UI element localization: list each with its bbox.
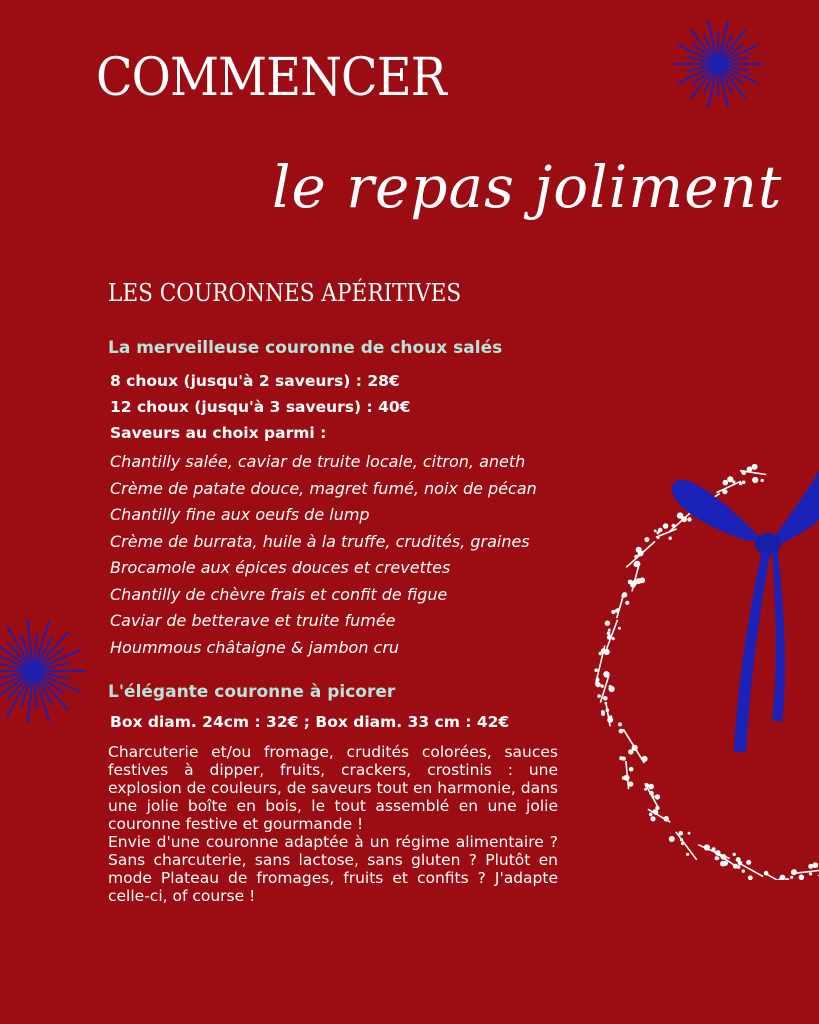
description-paragraph: Charcuterie et/ou fromage, crudités colorées, sauces festives à dipper, fruits, crackers, crostinis : une explosion de couleurs, de saveurs tout en harmonie, dans une jolie boîte en bois, le tout assemblé en une jolie couronne festive et gourmande ! [108,743,558,833]
item-title-choux: La merveilleuse couronne de choux salés [108,338,503,358]
page-title: COMMENCER [96,48,446,108]
flavor-item: Crème de burrata, huile à la truffe, crudités, graines [110,531,530,551]
ribbon-bow-icon [672,470,819,752]
item-description [108,743,558,905]
price-line: Box diam. 24cm : 32€ ; Box diam. 33 cm : 42€ [110,713,510,731]
flavor-item: Chantilly salée, caviar de truite locale, citron, aneth [110,452,526,471]
flavors-intro: Saveurs au choix parmi : [110,424,327,442]
price-line: 8 choux (jusqu'à 2 saveurs) : 28€ [110,372,400,390]
flavor-item: Crème de patate douce, magret fumé, noix de pécan [110,478,537,498]
description-paragraph: Envie d'une couronne adaptée à un régime alimentaire ? Sans charcuterie, sans lactose, sans gluten ? Plutôt en mode Plateau de fromages, fruits et confits ? J'adapte celle-ci, of course ! [108,833,558,905]
section-title: LES COURONNES APÉRITIVES [108,279,462,307]
left-starburst-icon [0,616,88,726]
flavor-item: Caviar de betterave et truite fumée [110,611,396,630]
flavor-item: Brocamole aux épices douces et crevettes [110,558,451,577]
item-picorer-section [108,684,558,735]
wreath-icon [540,460,819,880]
item-title-picorer: L'élégante couronne à picorer [108,682,396,702]
price-lines [108,368,578,661]
price-line: 12 choux (jusqu'à 3 saveurs) : 40€ [110,398,411,416]
flavor-item: Chantilly fine aux oeufs de lump [110,505,370,524]
flavor-item: Chantilly de chèvre frais et confit de figue [110,584,448,604]
flavor-item: Hoummous châtaigne & jambon cru [110,637,400,657]
flavor-list [110,449,578,661]
top-starburst-icon [672,18,764,110]
price-lines [108,709,558,735]
item-choux-section [108,340,578,661]
page-subtitle: le repas joliment [272,153,783,221]
